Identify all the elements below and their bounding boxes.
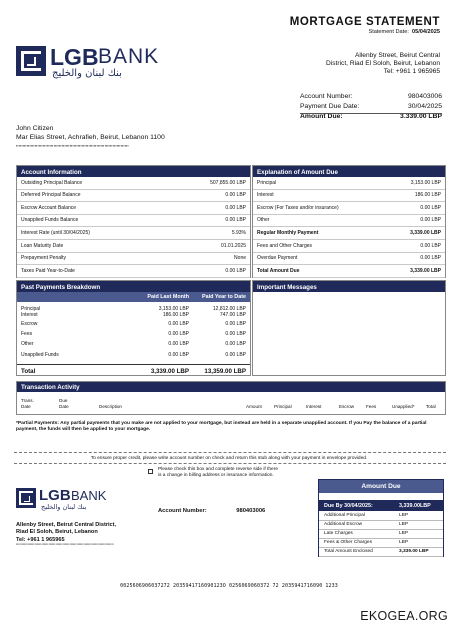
col-due-date: Due Date (59, 398, 69, 409)
past-payment-cell: Unapplied Funds (21, 352, 59, 358)
explanation-row-value: 3,339.00 LBP (410, 267, 441, 274)
amount-due-item-value[interactable]: LBP (399, 531, 409, 537)
explanation-row-value: 0.00 LBP (420, 255, 441, 262)
past-payment-cell: 0.00 LBP (168, 331, 189, 337)
account-info-row (17, 190, 250, 203)
explanation-row (253, 215, 445, 228)
explanation-row-value: 0.00 LBP (420, 204, 441, 211)
explanation-row-label: Overdue Payment (257, 255, 298, 262)
past-payment-row (17, 312, 250, 320)
explanation-row-value: 0.00 LBP (420, 217, 441, 224)
col-paid-ytd: Paid Year to Date (202, 294, 246, 300)
past-payment-cell: Fees (21, 331, 33, 337)
account-info-row-label: Deferred Principal Balance (21, 192, 81, 199)
amount-due-item-label: Additional Principal (324, 513, 365, 519)
explanation-row-value: 3,339.00 LBP (410, 229, 441, 236)
past-payments-panel: Past Payments Breakdown Paid Last Month Paid Year to Date Principal 3,153.00 LBP 12,812.00 LBP Interest 186.00 LBP 747.00 LBP Escrow 0.00 LBP 0.00 LBP Fees 0.00 LBP 0.00 LBP Other 0.00 LBP 0.00 LBP Unapplied Funds 0.00 LBP 0.00 LBP Total 3,339.00 LBP 13,359.00 LBP (16, 280, 251, 376)
logo (16, 46, 166, 80)
account-info-row-value: 507,855.00 LBP (210, 179, 246, 186)
explanation-row (253, 253, 445, 266)
amount-due-item (319, 548, 443, 557)
past-payment-cell: 0.00 LBP (225, 321, 246, 327)
col-fees: Fees (366, 404, 377, 409)
col-paid-last-month: Paid Last Month (147, 294, 189, 300)
page-title: MORTGAGE STATEMENT (289, 16, 440, 28)
past-payment-cell: 747.00 LBP (219, 312, 246, 318)
account-info-row-label: Prepayment Penalty (21, 255, 67, 262)
account-info-row (17, 215, 250, 228)
past-payment-cell: 0.00 LBP (168, 341, 189, 347)
account-info-row-value: 0.00 LBP (225, 192, 246, 199)
transaction-activity-panel: Transaction Activity Trans. Date Due Date Description Amount Principal Interest Escrow Fees Unapplied* Total (16, 381, 446, 415)
past-payment-row (17, 321, 250, 329)
col-total: Total (426, 404, 436, 409)
past-payments-total: Total 3,339.00 LBP 13,359.00 LBP (17, 364, 250, 376)
stub-instruction: To ensure proper credit, please write account number on check and return this stub along with your payment in envelope provided. (90, 456, 368, 461)
important-messages-panel: Important Messages (252, 280, 446, 376)
past-payment-row (17, 352, 250, 360)
account-info-row-value: 01.01.2025 (220, 242, 246, 249)
account-information-panel: Account Information Outsiding Principal Balance 507,855.00 LBP Deferred Principal Balance 0.00 LBP Escrow Account Balance 0.00 LBP Unapplied Funds Balance 0.00 LBP Interest Rate (until 30/04/2025) 5.93% Loan Maturity Date 01.01.2025 Prepayment Penalty None Taxes Paid Year-to-Date 0.00 LBP (16, 165, 251, 278)
past-payment-cell: 0.00 LBP (225, 341, 246, 347)
past-payment-cell: 0.00 LBP (225, 352, 246, 358)
logo-lgb: LGB (50, 44, 99, 70)
amount-due-item-label: Total Amount Enclosed (324, 549, 373, 555)
col-escrow: Escrow (339, 404, 355, 409)
explanation-row (253, 177, 445, 190)
past-payment-cell: 186.00 LBP (162, 312, 189, 318)
partial-payments-note: *Partial Payments: Any partial payments that you make are not applied to your mortgage, but instead are held in a separate unapplied account. If you Pay the balance of a partial payment, the funds will then be applied to your mortgage. (16, 421, 427, 433)
amount-due-item-value: 3,339.00 LBP (399, 549, 429, 555)
account-info-row (17, 240, 250, 253)
explanation-row-label: Regular Monthly Payment (257, 229, 319, 236)
amount-due-item (319, 539, 443, 548)
address-change-text: Please check this box and complete reverse side if there is a change in billing address or insurance information. (158, 467, 278, 478)
amount-due-item-value[interactable]: LBP (399, 522, 409, 528)
explanation-row-value: 0.00 LBP (420, 242, 441, 249)
account-info-row (17, 227, 250, 240)
logo-bank: BANK (98, 45, 160, 68)
explanation-row (253, 240, 445, 253)
address-change-checkbox[interactable] (148, 469, 153, 474)
past-payment-cell: Interest (21, 312, 38, 318)
amount-due-item-value[interactable]: LBP (399, 513, 409, 519)
explanation-row-value: 3,153.00 LBP (410, 179, 441, 186)
col-unapplied: Unapplied* (392, 404, 415, 409)
logo-mark-icon (16, 46, 46, 76)
amount-due-item-value[interactable]: LBP (399, 540, 409, 546)
account-info-row (17, 202, 250, 215)
col-interest: Interest (306, 404, 322, 409)
watermark: EKOGEA.ORG (360, 609, 448, 623)
explanation-row (253, 190, 445, 203)
past-payment-cell: 12,812.00 LBP (212, 306, 246, 312)
account-info-row-value: 5.93% (231, 229, 246, 236)
account-info-row-label: Taxes Paid Year-to-Date (21, 267, 75, 274)
amount-due-item-label: Fees & Other Charges (324, 540, 372, 546)
past-payment-cell: 0.00 LBP (225, 331, 246, 337)
logo-arabic: بنك لبنان والخليج (52, 68, 122, 79)
past-payment-cell: Escrow (21, 321, 38, 327)
past-payment-cell: 3,153.00 LBP (158, 306, 189, 312)
account-info-row-value: 0.00 LBP (225, 267, 246, 274)
past-payment-cell: Other (21, 341, 34, 347)
account-info-row (17, 253, 250, 266)
account-summary: Account Number: 980403006 Payment Due Date: 30/04/2025 Amount Due: 3.339.00 LBP (300, 93, 442, 120)
customer-address: John Citizen Mar Elias Street, Achrafieh, Beirut, Lebanon 1100 """""""""""""""""""""""""""""""""""""""""" (16, 125, 165, 152)
account-info-row-label: Loan Maturity Date (21, 242, 64, 249)
stub-logo: LGB BANK بنك لبنان والخليج (16, 488, 136, 512)
past-payment-row (17, 341, 250, 349)
col-trans-date: Trans. Date (21, 398, 34, 409)
account-info-row-label: Escrow Account Balance (21, 204, 77, 211)
bank-address: Allenby Street, Beirut Central District, Riad El Soloh, Beirut, Lebanon Tel: +961 1 965965 (326, 52, 440, 76)
account-info-row-value: 0.00 LBP (225, 204, 246, 211)
past-payment-cell: 0.00 LBP (168, 321, 189, 327)
explanation-row (253, 227, 445, 240)
col-amount: Amount (246, 404, 262, 409)
past-payment-row (17, 331, 250, 339)
amount-due-item-label: Additional Escrow (324, 522, 363, 528)
col-description: Description (99, 404, 122, 409)
stub-bank-address: Allenby Street, Beirut Central District, Riad El Soloh, Beirut, Lebanon Tel: +961 1 965965 """""""""""""""""""""""""""""""""""""""""" (16, 522, 117, 550)
account-info-row-value: None (234, 255, 246, 262)
explanation-row-label: Interest (257, 192, 274, 199)
explanation-panel: Explanation of Amount Due Principal 3,153.00 LBP Interest 186.00 LBP Escrow (For Taxes and/or insurance) 0.00 LBP Other 0.00 LBP Regular Monthly Payment 3,339.00 LBP Fees and Other Charges 0.00 LBP Overdue Payment 0.00 LBP Total Amount Due 3,339.00 LBP (252, 165, 446, 278)
past-payment-cell: 0.00 LBP (168, 352, 189, 358)
explanation-row-label: Fees and Other Charges (257, 242, 313, 249)
account-info-row (17, 265, 250, 278)
explanation-row-label: Escrow (For Taxes and/or insurance) (257, 204, 339, 211)
amount-due-box: Amount Due Due By 30/04/2025: 3,339.00LBP Additional Principal LBP Additional Escrow LBP Late Charges LBP Fees & Other Charges LBP Total Amount Enclosed 3,339.00 LBP (318, 479, 444, 557)
account-info-row-label: Outsiding Principal Balance (21, 179, 83, 186)
account-info-row-label: Interest Rate (until 30/04/2025) (21, 229, 90, 236)
explanation-row-label: Total Amount Due (257, 267, 300, 274)
account-info-row-label: Unapplied Funds Balance (21, 217, 79, 224)
past-payment-cell: Principal (21, 306, 41, 312)
amount-due-item (319, 512, 443, 521)
explanation-row-value: 186.00 LBP (414, 192, 441, 199)
explanation-row (253, 202, 445, 215)
micr-line: 0025606906037272 2035941716090123O 0256069060372 72 2035941716090 1233 (120, 583, 338, 589)
explanation-row-label: Other (257, 217, 270, 224)
account-info-row-value: 0.00 LBP (225, 217, 246, 224)
amount-due-item (319, 521, 443, 530)
stub-logo-mark-icon (16, 488, 36, 508)
stub-account-number: Account Number: 980403006 (158, 508, 266, 514)
explanation-row-label: Principal (257, 179, 277, 186)
explanation-row (253, 265, 445, 278)
amount-due-item-label: Late Charges (324, 531, 353, 537)
account-info-row (17, 177, 250, 190)
amount-due-item (319, 530, 443, 539)
statement-date: Statement Date: 05/04/2025 (368, 29, 440, 35)
col-principal: Principal (274, 404, 292, 409)
